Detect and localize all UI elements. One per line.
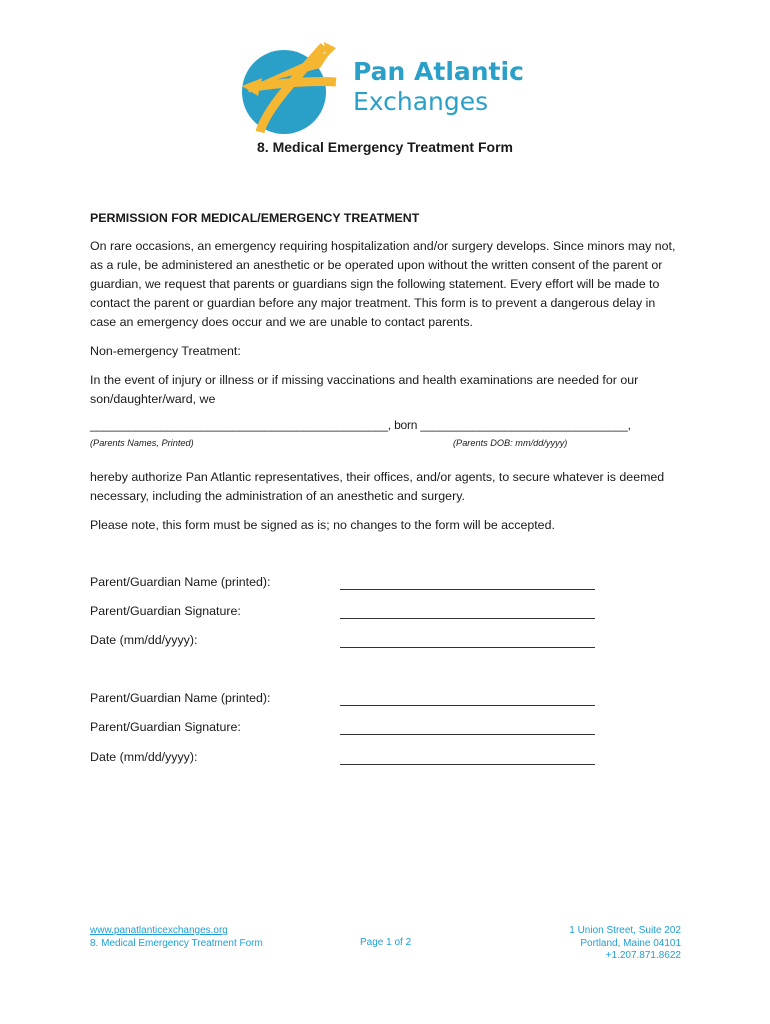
permission-paragraph: On rare occasions, an emergency requiring hospitalization and/or surgery develops. Since minors may not, as a rule, be administered an anesthetic or be operated upon without the written consent of the parent or guardian, we request that parents or guardians sign the following statement. Every effort will be made to contact the parent or guardian before any major treatment. This form is to prevent a dangerous delay in case an emergency does occur and we are unable to contact parents. [90, 239, 676, 329]
date-label-1: Date (mm/dd/yyyy): [90, 633, 198, 647]
permission-heading: PERMISSION FOR MEDICAL/EMERGENCY TREATMENT [90, 211, 420, 225]
authorization-text: hereby authorize Pan Atlantic representatives, their offices, and/or agents, to secure whatever is deemed necessary, including the administration of an anesthetic and surgery. [90, 470, 665, 503]
footer-address [569, 925, 681, 963]
date-label-2: Date (mm/dd/yyyy): [90, 750, 198, 764]
guardian-signature-label-2: Parent/Guardian Signature: [90, 720, 241, 734]
phone-number: +1.207.871.8622 [605, 950, 681, 961]
parents-names-hint: (Parents Names, Printed) [90, 438, 194, 448]
date-field-1[interactable] [340, 647, 595, 648]
guardian-name-label-1: Parent/Guardian Name (printed): [90, 575, 271, 589]
address-line2: Portland, Maine 04101 [580, 937, 681, 949]
guardian-signature-label-1: Parent/Guardian Signature: [90, 604, 241, 618]
address-line1: 1 Union Street, Suite 202 [569, 925, 681, 936]
parents-dob-hint: (Parents DOB: mm/dd/yyyy) [453, 438, 568, 448]
form-title: 8. Medical Emergency Treatment Form [257, 139, 513, 155]
website-link[interactable]: www.panatlanticexchanges.org [90, 925, 228, 936]
footer-form-name: 8. Medical Emergency Treatment Form [90, 937, 263, 949]
parents-names-dob-field[interactable]: ______________________________________________, born ________________________________, [90, 418, 631, 432]
guardian-signature-field-1[interactable] [340, 618, 595, 619]
date-field-2[interactable] [340, 764, 595, 765]
logo-wordmark [353, 57, 524, 117]
guardian-name-field-1[interactable] [340, 589, 595, 590]
page-number: Page 1 of 2 [360, 937, 412, 948]
guardian-name-field-2[interactable] [340, 705, 595, 706]
company-logo [240, 40, 540, 140]
logo-name-line1: Pan Atlantic [353, 57, 524, 86]
guardian-signature-field-2[interactable] [340, 734, 595, 735]
globe-with-arrows-icon [240, 40, 340, 140]
non-emergency-intro: In the event of injury or illness or if missing vaccinations and health examinations are needed for our son/daughter/ward, we [90, 373, 639, 406]
non-emergency-heading: Non-emergency Treatment: [90, 344, 241, 358]
logo-name-line2: Exchanges [353, 87, 489, 116]
guardian-name-label-2: Parent/Guardian Name (printed): [90, 691, 271, 705]
form-note: Please note, this form must be signed as is; no changes to the form will be accepted. [90, 518, 555, 532]
footer-left [90, 925, 263, 950]
